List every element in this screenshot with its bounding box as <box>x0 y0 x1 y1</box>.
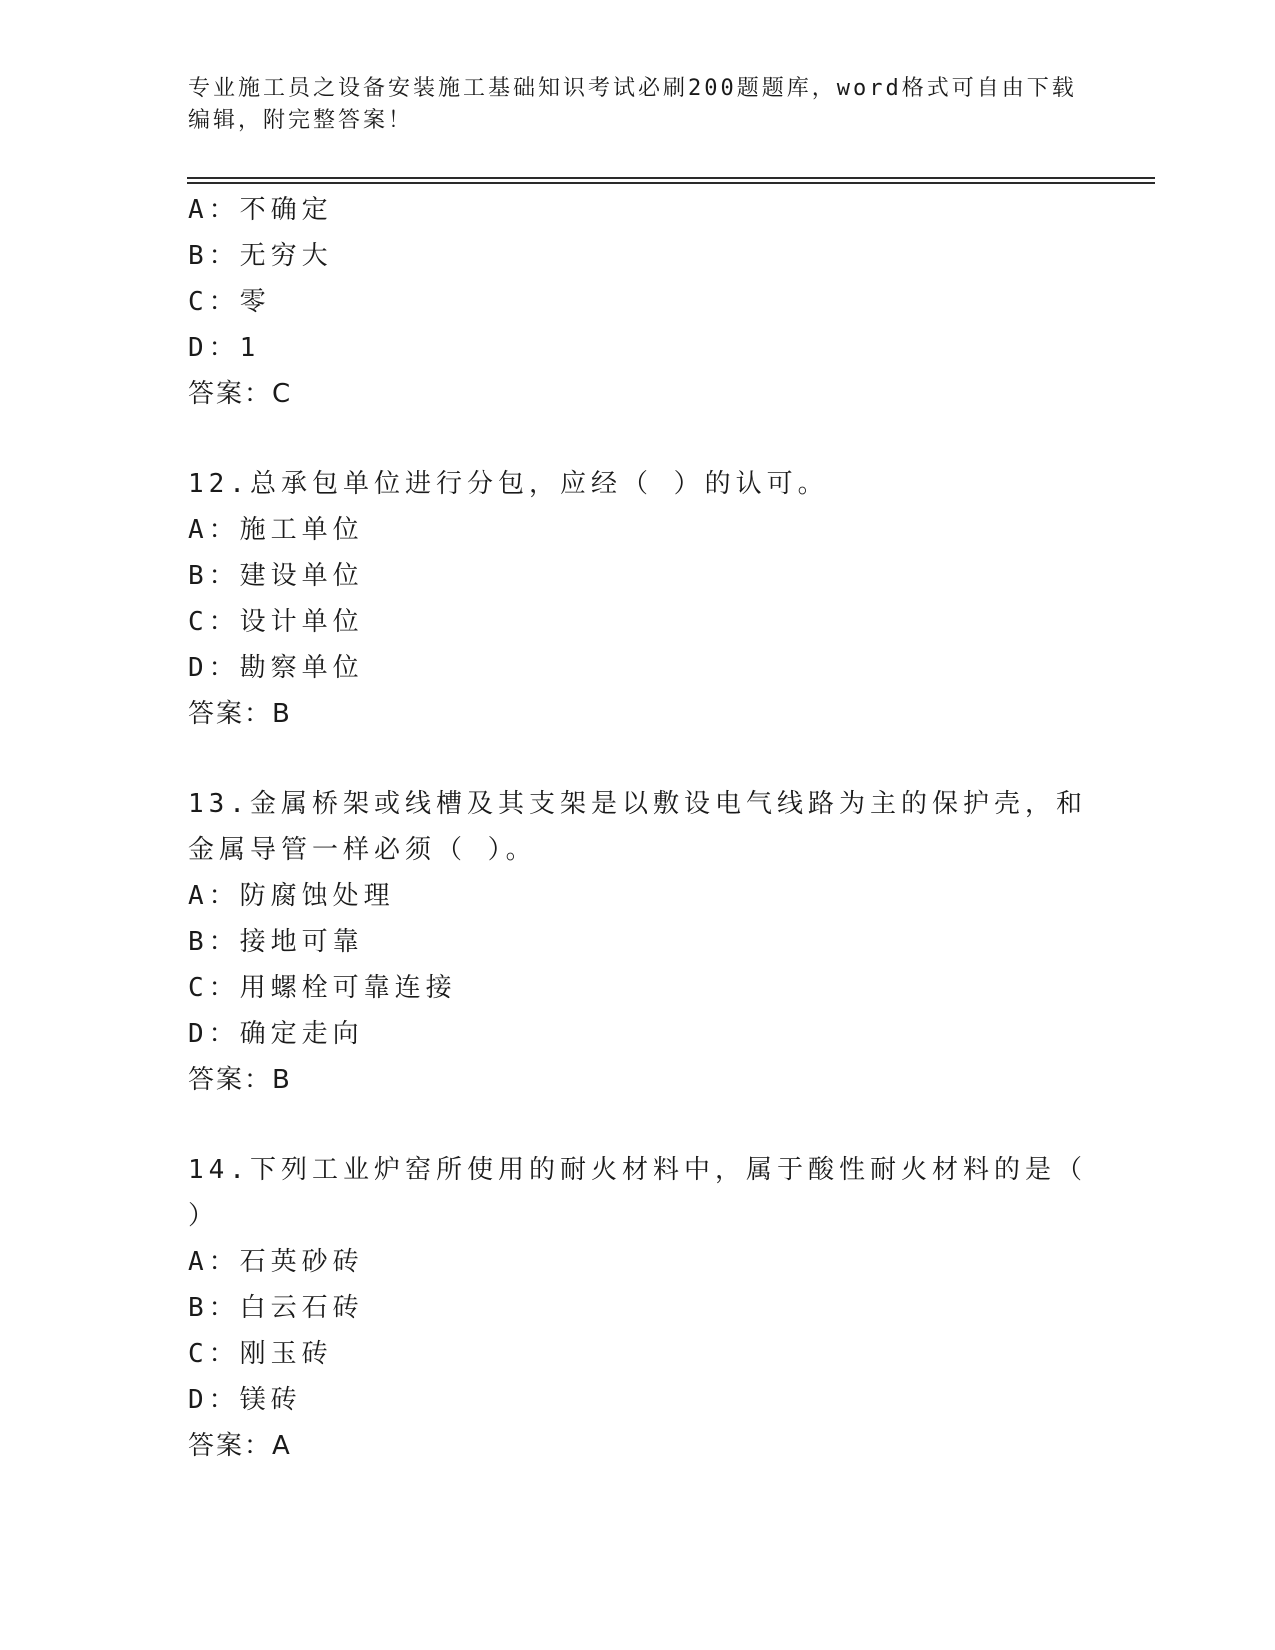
option-a: A：石英砂砖 <box>188 1247 364 1277</box>
option-c: C：刚玉砖 <box>188 1339 333 1369</box>
answer-line: 答案：A <box>188 1431 292 1461</box>
question-stem: 13.金属桥架或线槽及其支架是以敷设电气线路为主的保护壳，和金属导管一样必须（ ）。 <box>188 789 1087 865</box>
header-divider-top <box>187 177 1155 179</box>
option-d: D：勘察单位 <box>188 653 364 683</box>
option-c: C：零 <box>188 287 271 317</box>
answer-line: 答案：B <box>188 699 292 729</box>
option-a: A：不确定 <box>188 195 333 225</box>
question-stem: 14.下列工业炉窑所使用的耐火材料中，属于酸性耐火材料的是（ ） <box>188 1155 1087 1231</box>
question-11-continued <box>188 187 1108 417</box>
document-header <box>188 73 1088 137</box>
question-12 <box>188 461 1108 737</box>
question-14 <box>188 1147 1108 1469</box>
option-a: A：施工单位 <box>188 515 364 545</box>
document-title: 专业施工员之设备安装施工基础知识考试必刷200题题库，word格式可自由下载编辑，附完整答案！ <box>188 76 1077 133</box>
answer-line: 答案：B <box>188 1065 292 1095</box>
option-b: B：接地可靠 <box>188 927 364 957</box>
question-13 <box>188 781 1108 1103</box>
question-stem: 12.总承包单位进行分包，应经（ ）的认可。 <box>188 469 829 499</box>
option-b: B：建设单位 <box>188 561 364 591</box>
option-d: D：镁砖 <box>188 1385 302 1415</box>
option-a: A：防腐蚀处理 <box>188 881 395 911</box>
option-b: B：白云石砖 <box>188 1293 364 1323</box>
option-c: C：用螺栓可靠连接 <box>188 973 457 1003</box>
answer-line: 答案：C <box>188 379 293 409</box>
option-d: D：1 <box>188 333 261 363</box>
header-divider-bottom <box>187 182 1155 184</box>
question-list <box>188 187 1108 1469</box>
option-c: C：设计单位 <box>188 607 364 637</box>
option-b: B：无穷大 <box>188 241 333 271</box>
option-d: D：确定走向 <box>188 1019 364 1049</box>
